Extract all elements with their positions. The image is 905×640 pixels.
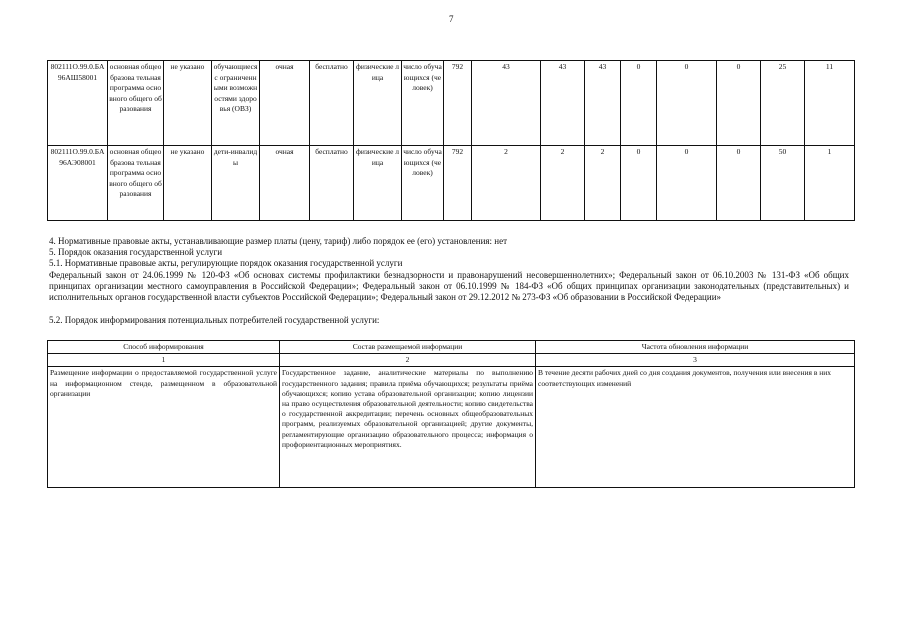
table-cell: 0 — [657, 146, 717, 221]
legal-acts-section — [49, 236, 849, 326]
column-number-3: 3 — [536, 354, 855, 367]
info-method-cell: Размещение информации о предоставляемой государственной услуге на информационном стенде, размещенном в образовательной организации — [48, 367, 280, 488]
table-cell: 2 — [585, 146, 621, 221]
table-cell: 43 — [472, 61, 541, 146]
table-cell: 0 — [621, 146, 657, 221]
info-content-cell: Государственное задание, аналитические материалы по выполнению государственного задания; правила приёма обучающихся; результаты приёма обучающихся; копию устава образовательной организации; копию лицензии на право осуществления образовательной деятельности; копию свидетельства о государственной аккредитации; перечень основных общеобразовательных программ, реализуемых образовательной организацией; другие документы, регламентирующие организацию образовательного процесса; информация о профориентационных мероприятиях. — [280, 367, 536, 488]
table-cell: 43 — [541, 61, 585, 146]
table-cell: не указано — [164, 61, 212, 146]
table-cell: 2 — [541, 146, 585, 221]
column-number-2: 2 — [280, 354, 536, 367]
table-cell: физические лица — [354, 61, 402, 146]
table-cell: 43 — [585, 61, 621, 146]
column-number-1: 1 — [48, 354, 280, 367]
table-cell: 792 — [444, 61, 472, 146]
table-cell: 2 — [472, 146, 541, 221]
table-cell: 25 — [761, 61, 805, 146]
table-cell: дети-инвалиды — [212, 146, 260, 221]
table-cell: 0 — [717, 146, 761, 221]
table-cell: не указано — [164, 146, 212, 221]
table-cell: число обучающихся (человек) — [402, 146, 444, 221]
header-content: Состав размещаемой информации — [280, 341, 536, 354]
table-cell: бесплатно — [310, 146, 354, 221]
section-4-text: 4. Нормативные правовые акты, устанавливающие размер платы (цену, тариф) либо порядок ее (его) установления: нет — [49, 236, 508, 246]
table-row — [48, 146, 855, 221]
table-cell: 0 — [621, 61, 657, 146]
info-frequency-cell: В течение десяти рабочих дней со дня создания документов, получения или внесения в них соответствующих изменений — [536, 367, 855, 488]
table-cell: физические лица — [354, 146, 402, 221]
section-5-2-title: 5.2. Порядок информирования потенциальных потребителей государственной услуги: — [49, 315, 380, 326]
table-cell: 0 — [657, 61, 717, 146]
table-cell: 11 — [805, 61, 855, 146]
table-cell: бесплатно — [310, 61, 354, 146]
table-cell: основная общеобразова тельная программа основного общего образования — [108, 146, 164, 221]
page-number: 7 — [449, 14, 454, 24]
information-procedure-table — [47, 340, 855, 488]
table-cell: очная — [260, 61, 310, 146]
header-frequency: Частота обновления информации — [536, 341, 855, 354]
section-5-1-title: 5.1. Нормативные правовые акты, регулирующие порядок оказания государственной услуги — [49, 258, 403, 269]
table-cell: 0 — [717, 61, 761, 146]
table-cell: 802111О.99.0.БА96АШ58001 — [48, 61, 108, 146]
section-5-title: 5. Порядок оказания государственной услуги — [49, 247, 223, 258]
table-cell: очная — [260, 146, 310, 221]
table-cell: число обучающихся (человек) — [402, 61, 444, 146]
header-method: Способ информирования — [48, 341, 280, 354]
table-cell: 1 — [805, 146, 855, 221]
table-row — [48, 61, 855, 146]
table-cell: обучающиеся с ограниченными возможностями здоровья (ОВЗ) — [212, 61, 260, 146]
table-cell: основная общеобразова тельная программа основного общего образования — [108, 61, 164, 146]
table-cell: 792 — [444, 146, 472, 221]
section-5-1-text: Федеральный закон от 24.06.1999 № 120-ФЗ «Об основах системы профилактики безнадзорности и правонарушений несовершеннолетних»; Федеральный закон от 06.10.2003 № 131-ФЗ «Об общих принципах организации местного самоуправления в Российской Федерации»; Федеральный закон от 06.10.1999 № 184-ФЗ «Об общих принципах организации законодательных (представительных) и исполнительных органов государственной власти субъектов Российской Федерации»; Федеральный закон от 29.12.2012 № 273-ФЗ «Об образовании в Российской Федерации» — [49, 269, 849, 303]
table-cell: 802111О.99.0.БА96АЭ08001 — [48, 146, 108, 221]
service-indicators-table — [47, 60, 855, 221]
table-cell: 50 — [761, 146, 805, 221]
